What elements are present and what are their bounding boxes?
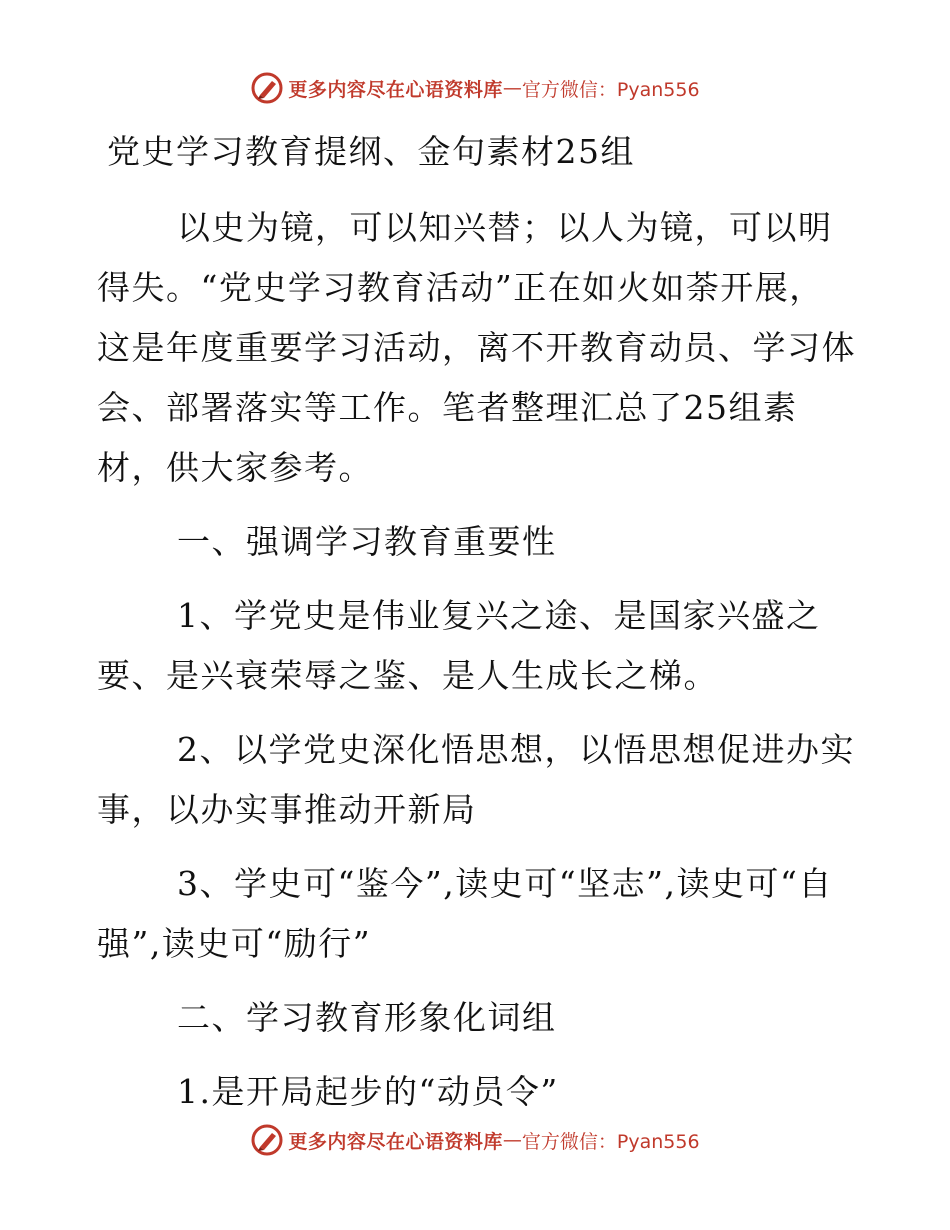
list-item-2-1: 1.是开局起步的“动员令” xyxy=(177,1072,559,1111)
pen-circle-icon xyxy=(250,1123,284,1157)
section-heading-2: 二、学习教育形象化词组 xyxy=(177,998,557,1037)
watermark-banner-bottom xyxy=(0,1120,950,1160)
list-item-1-2: 2、以学党史深化悟思想，以悟思想促进办实事，以办实事推动开新局 xyxy=(97,730,855,829)
watermark-official-account: 官方微信：Pyan556 xyxy=(521,1130,700,1153)
document-body xyxy=(97,122,857,1122)
watermark-dash: — xyxy=(502,1129,522,1151)
list-item-1-1: 1、学党史是伟业复兴之途、是国家兴盛之要、是兴衰荣辱之鉴、是人生成长之梯。 xyxy=(97,596,821,695)
watermark-official-account: 官方微信：Pyan556 xyxy=(521,78,700,101)
pen-circle-icon xyxy=(250,71,284,105)
document-title: 党史学习教育提纲、金句素材25组 xyxy=(107,132,635,171)
section-heading-1: 一、强调学习教育重要性 xyxy=(177,522,557,561)
watermark-banner-top xyxy=(0,68,950,108)
list-item-1-3: 3、学史可“鉴今”,读史可“坚志”,读史可“自强”,读史可“励行” xyxy=(97,864,833,963)
watermark-slogan: 更多内容尽在心语资料库 xyxy=(288,78,503,101)
watermark-slogan: 更多内容尽在心语资料库 xyxy=(288,1130,503,1153)
watermark-dash: — xyxy=(502,77,522,99)
intro-paragraph: 以史为镜，可以知兴替；以人为镜，可以明得失。“党史学习教育活动”正在如火如荼开展，这是年度重要学习活动，离不开教育动员、学习体会、部署落实等工作。笔者整理汇总了25组素材，供大家参考。 xyxy=(97,208,856,487)
